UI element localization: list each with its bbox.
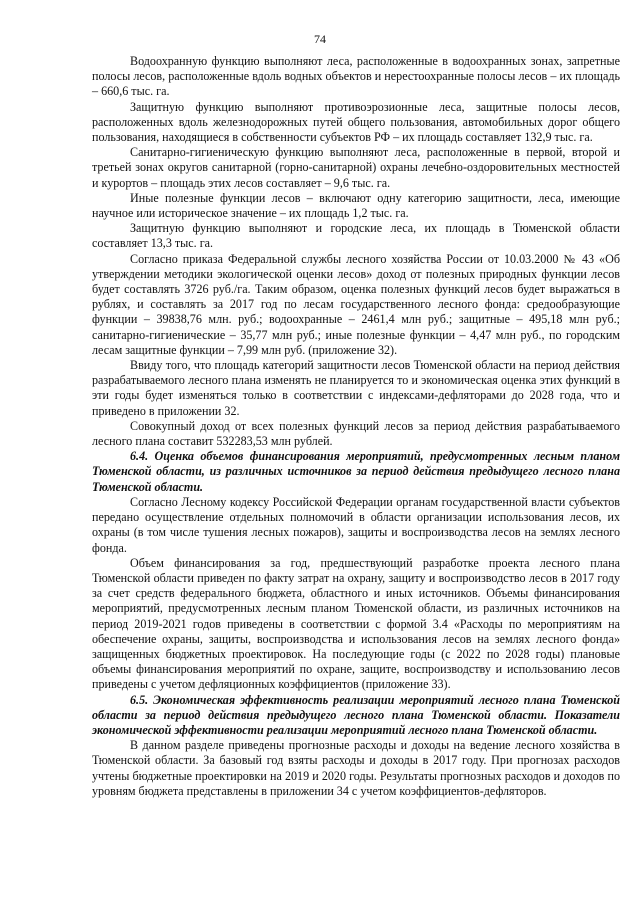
page-body bbox=[92, 54, 620, 799]
paragraph-forecast: В данном разделе приведены прогнозные расходы и доходы на ведение лесного хозяйства в Тюменской области. За базовый год взяты расходы и доходы в 2017 году. При прогнозах расходов учтены бюджетные проектировки на 2019 и 2020 годы. Результаты прогнозных расходов и доходов по уровням бюджета представлены в приложении 34 с учетом коэффициентов-дефляторов. bbox=[92, 738, 620, 798]
paragraph-valuation-order: Согласно приказа Федеральной службы лесного хозяйства России от 10.03.2000 № 43 «Об утверждении методики экологической оценки лесов» доход от полезных природных функции лесов будет составлять 3726 руб./га. Таким образом, оценка полезных функций лесов будет выражаться в рублях, и составлять за 2017 год по лесам государственного лесного фонда: средообразующие функции – 39838,76 млн. руб.; водоохранные – 2461,4 млн руб.; защитные – 495,18 млн руб.; санитарно-гигиенические – 35,77 млн руб.; иные полезные функции – 4,47 млн руб., по городским лесам защитные функции – 7,99 млн руб. (приложение 32). bbox=[92, 251, 620, 357]
paragraph-water-protection: Водоохранную функцию выполняют леса, расположенные в водоохранных зонах, запретные полосы лесов, расположенные вдоль водных объектов и нерестоохранные полосы лесов – их площадь – 660,6 тыс. га. bbox=[92, 54, 620, 99]
section-heading-6-4: 6.4. Оценка объемов финансирования мероприятий, предусмотренных лесным планом Тюменской области, из различных источников за период действия предыдущего лесного плана Тюменской области. bbox=[92, 449, 620, 494]
paragraph-other-functions: Иные полезные функции лесов – включают одну категорию защитности, леса, имеющие научное или историческое значение – их площадь 1,2 тыс. га. bbox=[92, 190, 620, 221]
paragraph-total-income: Совокупный доход от всех полезных функций лесов за период действия разрабатываемого лесного плана составит 532283,53 млн рублей. bbox=[92, 418, 620, 449]
paragraph-funding-volume: Объем финансирования за год, предшествующий разработке проекта лесного плана Тюменской области приведен по факту затрат на охрану, защиту и воспроизводство лесов в 2017 году за счет средств федерального бюджета, областного и иных источников. Объемы финансирования мероприятий, предусмотренных лесным планом Тюменской области, из различных источников на период 2019-2021 годов приведены в соответствии с формой 3.4 «Расходы по мероприятиям на обеспечение охраны, защиты, воспроизводства и использования лесов на землях лесного фонда» защищенных бюджетных проектировок. На последующие годы (с 2022 по 2028 годы) плановые объемы финансирования мероприятий по охране, защите, воспроизводству и использованию лесов приведены с учетом дефляционных коэффициентов (приложение 33). bbox=[92, 555, 620, 692]
paragraph-forest-code: Согласно Лесному кодексу Российской Федерации органам государственной власти субъектов передано осуществление отдельных полномочий в области организации использования лесов, их охраны (в том числе тушения лесных пожаров), защиты и воспроизводства лесов на землях лесного фонда. bbox=[92, 494, 620, 555]
paragraph-urban-forests: Защитную функцию выполняют и городские леса, их площадь в Тюменской области составляет 13,3 тыс. га. bbox=[92, 221, 620, 251]
paragraph-protective-function: Защитную функцию выполняют противоэрозионные леса, защитные полосы лесов, расположенных вдоль железнодорожных путей общего пользования, автомобильных дорог общего пользования, находящиеся в собственности субъектов РФ – их площадь составляет 132,9 тыс. га. bbox=[92, 99, 620, 145]
page-number: 74 bbox=[314, 32, 326, 46]
section-heading-6-5: 6.5. Экономическая эффективность реализации мероприятий лесного плана Тюменской области за период действия предыдущего лесного плана Тюменской области. Показатели экономической эффективности реализации мероприятий лесного плана Тюменской области. bbox=[92, 692, 620, 737]
paragraph-deflators: Ввиду того, что площадь категорий защитности лесов Тюменской области на период действия разрабатываемого лесного плана изменять не планируется то и экономическая оценка этих функций в эти годы будет изменяться только в соответствии с индексами-дефляторами до 2028 года, что и приведено в приложении 32. bbox=[92, 358, 620, 418]
paragraph-sanitary-function: Санитарно-гигиеническую функцию выполняют леса, расположенные в первой, второй и третьей зонах округов санитарной (горно-санитарной) охраны лечебно-оздоровительных местностей и курортов – площадь этих лесов составляет – 9,6 тыс. га. bbox=[92, 145, 620, 190]
